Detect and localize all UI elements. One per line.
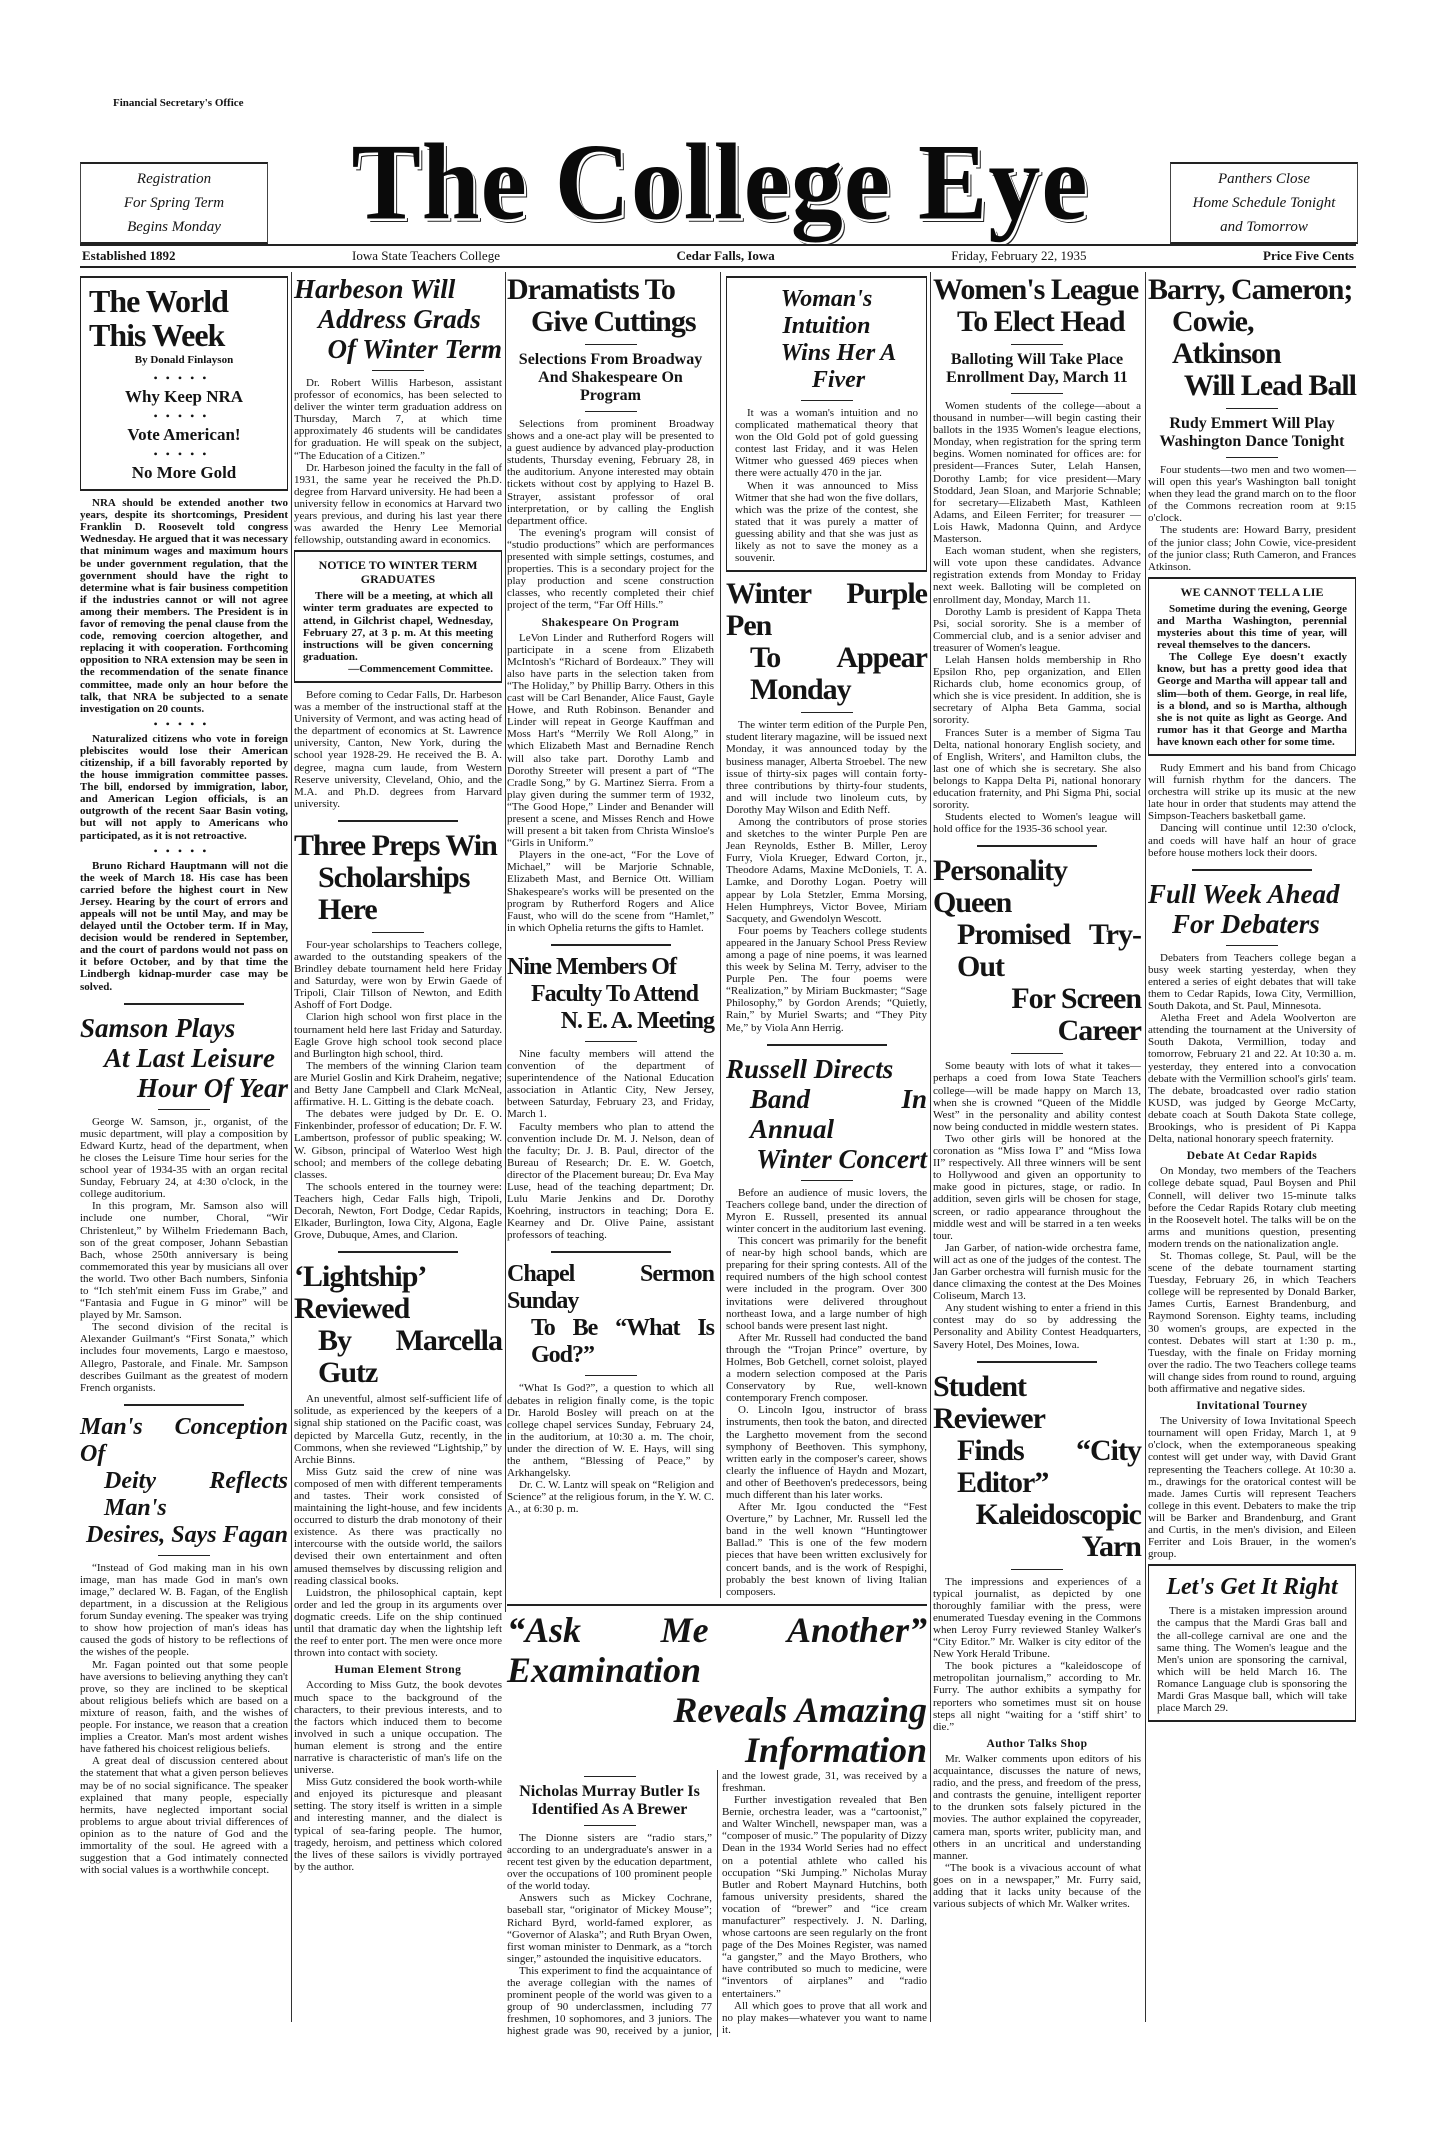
rule	[801, 1180, 853, 1181]
article-separator	[124, 1404, 244, 1406]
school-name: Iowa State Teachers College	[352, 248, 500, 263]
ball-body-cont	[1148, 762, 1356, 859]
paragraph: NRA should be extended another two years, despite its shortcomings, President Franklin D. Roosevelt told congress Wednesday. He argued that it was necessary that minimum wages and maximum hours be under government regulation, that the government should have the right to determine what is fair business competition if the industries cannot or will not agree among their members. The President is in favor of removing the penal clause from the code, removing coercion altogether, and replacing it with cooperation. Forthcoming opposition to NRA extension may be seen in the recommendation of the senate finance committee, made only an hour before the talk, that NRA be subjected to a senate investigation on 20 counts.	[80, 497, 288, 715]
headline-line: Will Lead Ball	[1183, 369, 1356, 402]
paragraph: Sometime during the evening, George and Martha Washington, perennial mysteries about this time of year, will reveal themselves to the dancers.	[1157, 602, 1347, 652]
paragraph: After Mr. Russell had conducted the band through the “Trojan Prince” overture, by Holmes, Bob Getchell, cornet soloist, played a modern selection composed at the Paris Conservatory by Rue, well-known contemporary French composer.	[726, 1331, 927, 1405]
paragraph: Dr. Harbeson joined the faculty in the fall of 1931, the same year he received the Ph.D. degree from Harvard university. He had been a university fellow in economics at Harvard two years previous, and during his last year there was awarded the Henry Lee Memorial fellowship, outstanding award in economics.	[294, 461, 502, 547]
queen-headline	[933, 855, 1141, 1047]
column-1	[80, 272, 288, 1876]
paragraph: Players in the one-act, “For the Love of Michael,” will be Marjorie Schnable, Elizabeth Mast, and Bernice Ott. William Shakespeare's works will be presented on the program by Rutherford Rogers and Alice Faust, who will do the scene from “Hamlet,” in which Ophelia returns the gifts to Hamlet.	[507, 849, 714, 934]
headline-line: Desires, Says Fagan	[85, 1521, 288, 1548]
subhead: Debate At Cedar Rapids	[1186, 1150, 1318, 1163]
paragraph: Four poems by Teachers college students appeared in the January School Press Review among a page of nine poems, it was learned this week by Selina M. Terry, adviser to the Purple Pen. The four poems were “Realization,” by Miriam Buckmaster; “Sage Philosophy,” by Gordon Arends; “Quietly, Rain,” by Muriel Swarts; and “They Pity Me,” by Viola Ann Herrig.	[726, 924, 927, 1034]
paragraph: The winter term edition of the Purple Pen, student literary magazine, will be issued next Monday, it was announced today by the business manager, Alberta Stroebel. The new issue of thirty-six pages will contain forty-three contributions by thirty-four students, and will include two linoleum cuts, by Dorothy May Wilson and Edith Neff.	[726, 719, 927, 816]
column-3-top	[507, 272, 714, 1598]
dateline	[80, 244, 1356, 268]
headline-line: ‘Lightship’ Reviewed	[294, 1260, 427, 1326]
headline-line: Student Reviewer	[933, 1369, 1045, 1435]
article-separator	[977, 1361, 1097, 1363]
paragraph: Dancing will continue until 12:30 o'clock, and coeds will have half an hour of grace before house mothers lock their doors.	[1148, 822, 1356, 859]
paragraph: Miss Gutz said the crew of nine was composed of men with different temperaments and tastes. Their work consisted of maintaining the light-house, and few incidents occurred to disturb the drab monotony of their existence. As there was practically no intercourse with the outside world, the sailors devised their own entertainment and often amused themselves by discussing religion and reading classical books.	[294, 1465, 502, 1587]
purple-pen-headline	[726, 578, 927, 706]
topic: Why Keep NRA	[124, 387, 244, 407]
right-box-headline	[1157, 1574, 1347, 1601]
rule	[1226, 408, 1278, 409]
headline-line: The World	[89, 283, 228, 319]
ask-me-another-article	[507, 1604, 927, 2038]
samson-headline	[80, 1013, 288, 1103]
graduates-notice-box	[294, 550, 502, 683]
headline-line: Let's Get It Right	[1166, 1574, 1338, 1601]
paragraph: Students elected to Women's league will hold office for the 1935-36 school year.	[933, 811, 1141, 836]
intuition-body	[735, 407, 918, 564]
headline-line: Panthers Close	[1217, 171, 1311, 187]
paragraph: There is a mistaken impression around the campus that the Mardi Gras ball and the all-college carnival are one and the same thing. The Women's league and the Men's union are sponsoring the carnival, which will be held March 16. The Romance Language club is sponsoring the Mardi Gras Masque ball, which will take place March 29.	[1157, 1605, 1347, 1715]
paragraph: Two other girls will be honored at the coronation as “Miss Iowa I” and “Miss Iowa II” respectively. All three winners will be sent to Hollywood and given an opportunity to make good in pictures, stage, or radio. In addition, seven girls will be chosen for stage, screen, or radio appearance throughout the middle west and will be starred in a ten weeks tour.	[933, 1132, 1141, 1242]
paragraph: The University of Iowa Invitational Speech tournament will open Friday, March 1, at 9 o'clock, when the extemporaneous speaking contest will get under way, with David Grant representing the Teachers college. At 10:30 a. m., drawings for the oratorical contest will be made. James Curtis will represent Teachers college in this event. Debaters to make the trip will be Barker and Brandenburg, and Grant and Curtis, in the men's division, and Eileen Ferriter and Lois Brauer, in the women's group.	[1148, 1415, 1356, 1561]
headline-line: Address Grads	[318, 304, 481, 334]
paragraph: The debates were judged by Dr. E. O. Finkenbinder, professor of education; Dr. F. W. Lambertson, professor of public speaking; W. W. Gibson, principal of Waterloo West high school; and members of the college debating classes.	[294, 1108, 502, 1181]
headline-line: Home Schedule Tonight	[1192, 195, 1336, 211]
article-separator	[551, 944, 671, 946]
column-rule	[930, 272, 931, 2022]
russell-headline	[726, 1054, 927, 1174]
purple-pen-body	[726, 719, 927, 1033]
headline-line: N. E. A. Meeting	[560, 1007, 714, 1034]
paragraph: The book pictures a “kaleidoscope of metropolitan journalism,” according to Mr. Furry. The author exhibits a sympathy for reporters who sometimes must sit on house steps all night “waiting for a ‘stiff shirt’ to die.”	[933, 1660, 1141, 1733]
notice-signature: —Commencement Committee.	[348, 662, 493, 675]
topic: Vote American!	[127, 425, 241, 445]
paragraph: Faculty members who plan to attend the convention include Dr. M. J. Nelson, dean of the faculty; Dr. J. B. Paul, director of the Bureau of Research; Dr. E. W. Goetch, director of the Placement bureau; Dr. Eva May Luse, head of the teaching department; Dr. Lulu Marie Jenkins and Dr. Dorothy Koehring, instructors in teaching; Dora E. Kearney and Dr. Olive Paine, assistant professors of teaching.	[507, 1120, 714, 1242]
nea-body	[507, 1048, 714, 1242]
paragraph: Lelah Hansen holds membership in Rho Epsilon Rho, pep organization, and Ellen Richards club, home economics group, of which she is vice president. In addition, she is secretary of Alpha Beta Gamma, social sorority.	[933, 653, 1141, 727]
paragraph: Among the contributors of prose stories and sketches to the winter Purple Pen are Jean Reynolds, Esther B. Miller, Leroy Furry, Viola Krueger, Edward Corton, jr., Theodore Adams, Maxine McDoniels, T. A. Lamke, and Dorothy Logan. Poetry will appear by Lola Stetzler, Emma Morsing, Helen Humphreys, Victor Bovee, Miriam Sacquety, and Gwendolyn Wescott.	[726, 815, 927, 925]
world-title	[89, 284, 279, 352]
lets-get-it-right-box	[1148, 1564, 1356, 1722]
headline-line: To Elect Head	[957, 305, 1125, 338]
paragraph: Four students—two men and two women—will open this year's Washington ball tonight when they lead the grand march on to the floor of the Commons recreation room at 9:15 o'clock.	[1148, 464, 1356, 525]
paragraph: Any student wishing to enter a friend in this contest may do so by addressing the Personality and Ability Contest Headquarters, Savery Hotel, Des Moines, Iowa.	[933, 1302, 1141, 1351]
paragraph: “Instead of God making man in his own image, man has made God in man's own image,” declared W. B. Fagan, of the English department, in a discussion at the Religious forum Sunday evening. The speaker was trying to show how projection of man's ideas has caused the gods of history to be reflections of the wishes of the people.	[80, 1561, 288, 1659]
headline-line: Personality Queen	[933, 854, 1067, 920]
headline-line: Man's Conception Of	[80, 1413, 288, 1467]
paragraph: Mr. Walker comments upon editors of his acquaintance, discusses the nature of news, radio, and the press, and freedom of the press, and contrasts the genuine, intelligent reporter to the drunken sots falsely pictured in the movies. The author explained the copyreader, camera man, sports writer, publicity man, and others in an uncritical and understanding manner.	[933, 1752, 1141, 1862]
headline-line: At Last Leisure	[104, 1042, 276, 1073]
paragraph: Each woman student, when she registers, will vote upon these candidates. Advance registration extends from Monday to Friday next week. Balloting will be completed on enrollment day, Monday, March 11.	[933, 545, 1141, 606]
headline-line: Samson Plays	[80, 1012, 236, 1043]
ball-deck: Rudy Emmert Will Play Washington Dance Tonight	[1159, 415, 1345, 450]
paragraph: It was a woman's intuition and no complicated mathematical theory that won the Old Gold pot of gold guessing contest last Friday, and it was Helen Witmer who guessed 469 pieces when there were actually 470 in the jar.	[735, 407, 918, 480]
rule	[1011, 1569, 1063, 1570]
paragraph: The Dionne sisters are “radio stars,” according to an undergraduate's answer in a recent test given by the education department, over the occupations of 100 prominent people of the world today.	[507, 1831, 712, 1893]
queen-body	[933, 1060, 1141, 1350]
column-2	[294, 272, 502, 1873]
rule	[585, 411, 637, 412]
chapel-headline	[507, 1261, 714, 1369]
headline-line: Barry, Cameron;	[1148, 273, 1353, 306]
rule	[158, 1109, 210, 1110]
headline-line: For Debaters	[1172, 908, 1320, 939]
paragraph: “What Is God?”, a question to which all debates in religion finally come, is the topic Dr. Harold Bosley will preach on at the college chapel services Sunday, February 24, in the auditorium, at 10:30 a. m. The choir, under the direction of W. E. Hays, will sing the anthem, “Blessing of Peace,” by Arkhangelsky.	[507, 1382, 714, 1480]
rule	[372, 932, 424, 933]
rule	[585, 1375, 637, 1376]
cannot-tell-a-lie-box	[1148, 577, 1356, 756]
rule	[584, 1776, 636, 1777]
paragraph: In this program, Mr. Samson also will include one number, Choral, “Wir Christenleut,” by Wilhelm Friedemann Bach, son of the great composer, Johann Sebastian Bach, whose 250th anniversary is being commemorated this year by musicians all over the world. Two other Bach numbers, Sinfonia to “Ich steh'mit einem Fuss im Grabe,” and “Fantasia and Fugue in G minor” will be played by Mr. Samson.	[80, 1200, 288, 1322]
paragraph: The second division of the recital is Alexander Guilmant's “First Sonata,” which includes four movements, Largo e maestoso, Allegro, Pastorale, and Finale. Mr. Sampson describes Guilmant as the greatest of modern French organists.	[80, 1321, 288, 1394]
rule	[1011, 344, 1063, 345]
paragraph: On Monday, two members of the Teachers college debate squad, Paul Boysen and Phil Connell, will deliver two 15-minute talks before the Cedar Rapids Rotary club meeting in the Roosevelt hotel. The talks will be on the arms and munitions question, presenting modern trends on the nationalization angle.	[1148, 1165, 1356, 1250]
notice-text: There will be a meeting, at which all winter term graduates are expected to attend, in Gilchrist chapel, Wednesday, February 27, at 3 p. m. At this meeting instructions will be given concerning graduation.	[303, 590, 493, 663]
paragraph: Selections from prominent Broadway shows and a one-act play will be presented to a guest audience by advanced play-production students, Thursday evening, February 28, in the auditorium. Anyone interested may obtain tickets without cost by applying to Hazel B. Strayer, assistant professor of oral interpretation, or by calling the English department office.	[507, 418, 714, 527]
paragraph: Frances Suter is a member of Sigma Tau Delta, national honorary English society, and of English, Writers', and Hamilton clubs, the last one of which she is secretary. She also belongs to Kappa Delta Pi, national honorary education fraternity, and Phi Sigma Phi, social sorority.	[933, 726, 1141, 812]
headline-line: Hour Of Year	[136, 1072, 288, 1103]
rule	[1011, 393, 1063, 394]
paragraph: This concert was primarily for the benefit of near-by high school bands, which are preparing for their spring contests. All of the required numbers of the high school contest were included in the program. Over 300 invitations were delivered throughout northeast Iowa, and a large number of high school bands were present last night.	[726, 1235, 927, 1332]
headline-line: Reveals Amazing Information	[673, 1689, 927, 1770]
headline-line: To Be “What Is God?”	[531, 1315, 714, 1369]
topic: No More Gold	[131, 463, 237, 483]
rule	[158, 1555, 210, 1556]
rule	[584, 1825, 636, 1826]
world-body	[80, 497, 288, 993]
ball-body	[1148, 464, 1356, 573]
headline-line: Dramatists To	[507, 273, 675, 306]
paragraph: The evening's program will consist of “studio productions” which are performances presented with simple settings, costumes, and properties. This is a secondary project for the play production and scene construction classes, who recently completed their chief project of the term, “Far Off Hills.”	[507, 526, 714, 612]
paragraph: When it was announced to Miss Witmer that she had won the five dollars, which was the prize of the contest, she stated that it was purely a matter of guessing ability and that she was just as likely as not to save the money as a souvenir.	[735, 479, 918, 565]
world-this-week-box	[80, 276, 288, 491]
headline-line: Promised Try-Out	[957, 918, 1141, 984]
nea-headline	[507, 954, 714, 1035]
league-deck: Balloting Will Take Place Enrollment Day, March 11	[946, 351, 1128, 386]
paragraph: George W. Samson, jr., organist, of the music department, will play a composition by Edward Kurtz, head of the department, when he closes the Leisure Time hour series for the school year of 1934-35 with an organ recital Sunday, February 24, at 4:30 o'clock, in the college auditorium.	[80, 1115, 288, 1201]
headline-line: Winter Concert	[756, 1143, 927, 1174]
paragraph: The members of the winning Clarion team are Muriel Goslin and Kirk Draheim, negative; and Betty Jane Campbell and Clark McNeal, affirmative. H. L. Gitting is the debate coach.	[294, 1059, 502, 1109]
paragraph: Women students of the college—about a thousand in number—will begin casting their ballots in the 1935 Women's league elections, Monday, when registration for the spring term begins. Women nominated for offices are: for president—Frances Suter, Lelah Hansen, Dorothy Lamb; for vice president—Mary Stoddard, Jean Sloan, and Marjorie Schnable; for secretary—Elizabeth Mast, Kathleen Adams, and Eileen Ferriter; for treasurer — Lois Hawk, Madonna Quinn, and Ardyce Masterson.	[933, 400, 1141, 546]
headline-line: “Ask Me Another” Examination	[507, 1609, 927, 1690]
paragraph: Mr. Fagan pointed out that some people have aversions to believing anything they can't prove, so they are inclined to be skeptical about religious beliefs which are based on a mixture of reason, faith, and the wishes of people. For instance, we reason that a creation implies a Creator. Man's most ardent wishes have fathered his choicest religious beliefs.	[80, 1658, 288, 1756]
headline-line: Full Week Ahead	[1148, 878, 1340, 909]
article-separator	[338, 1251, 458, 1253]
column-rule	[291, 272, 292, 2022]
paragraph: Naturalized citizens who vote in foreign plebiscites would lose their American citizenship, if a bill favorably reported by the house immigration committee passes. The bill, endorsed by immigration, labor, and American Legion officials, is an outgrowth of the recent Saar Basin voting, but will not apply to Americans who participated, as it is not retroactive.	[80, 732, 288, 842]
paragraph: Rudy Emmert and his band from Chicago will furnish rhythm for the dancers. The orchestra will strike up its music at the new late hour in order that students may attend the Simpson-Teachers basketball game.	[1148, 761, 1356, 823]
paragraph: The students are: Howard Barry, president of the junior class; John Cowie, vice-president of the junior class; Ruth Cameron, and Frances Atkinson.	[1148, 524, 1356, 573]
paragraph: Debaters from Teachers college began a busy week starting yesterday, when they entered a series of eight debates that will take them to Cedar Rapids, Iowa City, Vermillion, South Dakota, and St. Paul, Minnesota.	[1148, 951, 1356, 1013]
dot-separator: •••••	[153, 447, 215, 462]
headline-line: Scholarships Here	[318, 860, 470, 926]
paragraph: Four-year scholarships to Teachers college, awarded to the outstanding speakers of the Brindley debate tournament held here Friday and Saturday, were won by Erwin Gaede of Tripoli, Clair Tillson of Newton, and Edith Ashoff of Fort Dodge.	[294, 938, 502, 1012]
rule	[585, 344, 637, 345]
lightship-body	[294, 1393, 502, 1873]
rule	[585, 1041, 637, 1042]
fagan-headline	[80, 1414, 288, 1549]
rule	[1226, 945, 1278, 946]
headline-line: This Week	[89, 317, 225, 353]
debaters-body	[1148, 952, 1356, 1561]
paragraph: The schools entered in the tourney were: Teachers high, Cedar Falls high, Tripoli, Decorah, Newton, Fort Dodge, Cedar Rapids, Elkader, Burlington, Iowa City, Algona, Eagle Grove, Dubuque, Ames, and Clarion.	[294, 1180, 502, 1242]
headline-line: Kaleidoscopic Yarn	[975, 1497, 1141, 1563]
paragraph: A great deal of discussion centered about the statement that what a given person believes may be of no social significance. The speaker explained that many people, especially hermits, have neglected important social problems to argue about trivial differences of opinion as to the nature of God and the immortality of the soul. He agreed with a suggestion that a God intimately connected with social values is a worthwhile concept.	[80, 1755, 288, 1877]
subhead: Author Talks Shop	[986, 1737, 1088, 1750]
fagan-body	[80, 1562, 288, 1876]
issue-date: Friday, February 22, 1935	[951, 248, 1087, 263]
paragraph: Before coming to Cedar Falls, Dr. Harbeson was a member of the instructional staff at the University of Vermont, and was acting head of the department of economics at St. Lawrence university, Canton, New York, during the school year 1928-29. He received the B. A. degree, magna cum laude, from Western Reserve university, Cleveland, Ohio, and the M.A. and Ph.D. degrees from Harvard university.	[294, 688, 502, 810]
article-separator	[1192, 869, 1312, 871]
dot-separator: •••••	[153, 371, 215, 386]
paragraph: Dr. C. W. Lantz will speak on “Religion and Science” at the religious forum, in the Y. W. C. A., at 6:30 p. m.	[507, 1479, 714, 1516]
ball-headline	[1148, 274, 1356, 402]
box-body	[1157, 603, 1347, 748]
intuition-box	[726, 276, 927, 572]
paragraph: Dr. Robert Willis Harbeson, assistant professor of economics, has been selected to deliver the winter term graduation address on Thursday, March 7, at which time approximately 46 students will be candidates for graduation. He will speak on the subject, “The Education of a Citizen.”	[294, 377, 502, 462]
headline-line: Chapel Sermon Sunday	[507, 1261, 714, 1315]
headline-line: and Tomorrow	[1220, 219, 1308, 235]
headline-line: For Spring Term	[123, 195, 225, 211]
paragraph: An uneventful, almost self-sufficient life of solitude, as experienced by the keepers of a signal ship stationed on the Pacific coast, was depicted by Marcella Gutz, recently, in the Commons, when she reviewed “Lightship,” by Archie Binns.	[294, 1393, 502, 1466]
headline-line: Wins Her A Fiver	[780, 340, 897, 393]
paragraph: Answers such as Mickey Cochrane, baseball star, “originator of Mickey Mouse”; Richard Byrd, world-famed explorer, as “Governor of Alaska”; and Ruth Bryan Owen, first woman minister to Denmark, as a “torch singer,” astounded the inquisitive educators.	[507, 1892, 712, 1965]
ask-me-another-body-columns	[507, 1770, 927, 2038]
dramatists-deck: Selections From Broadway And Shakespeare On Program	[518, 351, 703, 404]
league-headline	[933, 274, 1141, 338]
article-separator	[977, 845, 1097, 847]
paragraph: Aletha Freet and Adela Woolverton are attending the tournament at the University of South Dakota, Vermillion, today and tomorrow, February 21 and 22. At 10:30 a. m. yesterday, they entered into a convocation debate with the Vermillion school's girls' team. The debate, broadcasted over radio station KUSD, was judged by George McCarty, debate coach at South Dakota State college, Brookings, who is president of Pi Kappa Delta, national honorary speech fraternity.	[1148, 1012, 1356, 1146]
debaters-headline	[1148, 879, 1356, 939]
russell-body	[726, 1187, 927, 1598]
left-ear-box	[80, 162, 268, 244]
reviewer-headline	[933, 1371, 1141, 1563]
chapel-body	[507, 1382, 714, 1515]
preps-headline	[294, 830, 502, 926]
headline-line: Registration	[136, 171, 212, 187]
headline-line: Cowie, Atkinson	[1172, 305, 1281, 370]
paragraph: Dorothy Lamb is president of Kappa Theta Psi, social sorority. She is a member of Commercial club, and is a senior adviser and treasurer of Women's league.	[933, 605, 1141, 654]
harbeson-body-cont	[294, 689, 502, 810]
harbeson-headline	[294, 274, 502, 364]
right-ear-box	[1170, 162, 1358, 244]
ask-me-another-deck: Nicholas Murray Butler Is Identified As A Brewer	[519, 1782, 700, 1818]
harbeson-body	[294, 377, 502, 546]
dramatists-body	[507, 418, 714, 934]
samson-body	[80, 1116, 288, 1394]
paragraph: Some beauty with lots of what it takes—perhaps a coed from Iowa State Teachers college—will be made happy on March 13, when she is crowned “Queen of the Middle West” in the personality and ability contest now being conducted in middle western states.	[933, 1060, 1141, 1133]
paragraph: “The book is a vivacious account of what goes on in a newspaper,” Mr. Furry said, adding that it lacks unity because of the various subjects of which Mr. Walker writes.	[933, 1861, 1141, 1911]
subhead: Shakespeare On Program	[541, 616, 680, 629]
byline: By Donald Finlayson	[134, 354, 234, 366]
paragraph: LeVon Linder and Rutherford Rogers will participate in a scene from Elizabeth McIntosh's “Richard of Bordeaux.” They will also have parts in the selection taken from “The Holiday,” by Phillip Barry. Others in this cast will be Carl Benander, Alice Faust, Gayle Howe, and Ruth Robinson. Benander and Linder will repeat in George Kauffman and Moss Hart's “Merrily We Roll Along,” in which Elizabeth Mast and Bernadine Rench will also take part. Dorothy Lamb and Dorothy Streeter will present a part of “The Cradle Song,” by G. Martinez Sierra. From a play given during the summer term of 1932, “The Good Hope,” Linder and Benander will present a scene, and Misses Rench and Howe will present a bit taken from Christa Winsloe's “Girls in Uniform.”	[507, 631, 714, 850]
article-separator	[338, 820, 458, 822]
established: Established 1892	[82, 248, 176, 263]
ask-me-another-headline	[507, 1610, 927, 1770]
right-box-body	[1157, 1605, 1347, 1714]
column-rule	[1145, 272, 1146, 2022]
paragraph: Luidstron, the philosophical captain, kept order and led the group in its arguments over dogmatic creeds. Life on the ship continued until that dramatic day when the lightship left the reef to enter port. The men were once more thrown into contact with society.	[294, 1586, 502, 1660]
dot-separator: •••••	[153, 716, 215, 731]
headline-line: Nine Members Of	[507, 953, 676, 980]
office-stamp: Financial Secretary's Office	[113, 97, 244, 109]
dot-separator: •••••	[153, 843, 215, 858]
paragraph: According to Miss Gutz, the book devotes much space to the background of the characters, to their previous interests, and to the factors which induced them to become involved in such a unique occupation. The human element is strong and the entire narrative is characteristic of man's life on the universe.	[294, 1679, 502, 1777]
subhead: Human Element Strong	[334, 1664, 462, 1677]
paragraph: Clarion high school won first place in the tournament held here last Friday and Saturday. Eagle Grove high school took second place and Burlington high school, third.	[294, 1011, 502, 1060]
notice-title: NOTICE TO WINTER TERM GRADUATES	[318, 558, 478, 587]
rule	[372, 370, 424, 371]
headline-line: For Screen Career	[1011, 982, 1141, 1048]
column-6	[1148, 272, 1356, 1728]
headline-line: Three Preps Win	[294, 828, 497, 862]
paragraph: Nine faculty members will attend the convention of the department of superintendence of the National Education association in Atlantic City, New Jersey, between Saturday, February 23, and Friday, March 1.	[507, 1047, 714, 1121]
masthead-title: The College Eye	[351, 122, 1089, 243]
rule	[1226, 457, 1278, 458]
column-5	[933, 272, 1141, 1910]
intuition-headline	[735, 286, 918, 394]
paragraph: All which goes to prove that all work and no play makes—whatever you want to name it.	[722, 1999, 927, 2036]
headline-line: Give Cuttings	[531, 305, 696, 338]
headline-line: Faculty To Attend	[531, 980, 699, 1007]
headline-line: By Marcella Gutz	[318, 1324, 502, 1390]
league-body	[933, 400, 1141, 835]
paragraph: Miss Gutz considered the book worth-while and enjoyed its picturesque and pleasant setting. The story itself is written in a simple and interesting manner, and the dialect is typical of sea-faring people. The humor, tragedy, heroism, and pettiness which colored the lives of these sailors is vividly portrayed by the author.	[294, 1776, 502, 1873]
column-4-top	[720, 272, 927, 1598]
paragraph: St. Thomas college, St. Paul, will be the scene of the debate tournament starting Tuesday, February 26, in which Teachers college will be represented by Donald Barker, James Curtis, Earnest Brandenburg, and Raymond Sorenson. Eighty teams, including 30 women's groups, are expected in the contest. Debates will start at 1:30 p. m., Tuesday, with the finale on Friday morning over the radio. The two Teachers college teams will change sides from round to round, arguing both affirmative and negative sides.	[1148, 1249, 1356, 1395]
headline-line: Women's League	[933, 273, 1139, 306]
headline-line: Harbeson Will	[294, 274, 456, 304]
dot-separator: •••••	[153, 409, 215, 424]
rule	[801, 712, 853, 713]
lightship-headline	[294, 1261, 502, 1389]
paragraph: The impressions and experiences of a typical journalist, as depicted by one thoroughly familiar with the press, were enumerated Tuesday evening in the Commons when Leroy Furry reviewed Stanley Walker's “City Editor.” Mr. Walker is city editor of the New York Herald Tribune.	[933, 1575, 1141, 1661]
subhead: Invitational Tourney	[1196, 1400, 1308, 1413]
headline-line: Band In Annual	[750, 1083, 927, 1144]
box-title: WE CANNOT TELL A LIE	[1180, 584, 1324, 599]
paragraph: Further investigation revealed that Ben Bernie, orchestra leader, was a “cartoonist,” and Walter Winchell, newspaper man, was a “composer of music.” The popularity of Dizzy Dean in the 1934 World Series had no effect on a potential athlete who called his occupation “Ski Jumping.” Nicholas Muray Butler and Robert Maynard Hutchins, both famous university presidents, shared the vocation of “brewer” and “ice cream manufacturer” respectively. J. N. Darling, whose cartoons are seen regularly on the front page of the Des Moines Register, was named “a gangster,” and the Mayo Brothers, who have contributed so much to medicine, were “inventors of airplanes” and “radio entertainers.”	[722, 1794, 927, 2000]
headline-line: To Appear Monday	[750, 641, 927, 707]
headline-line: Deity Reflects Man's	[104, 1467, 288, 1521]
headline-line: Russell Directs	[726, 1053, 894, 1084]
rule	[1011, 1053, 1063, 1054]
headline-line: Begins Monday	[127, 219, 221, 235]
columns-3-4	[507, 272, 927, 2037]
paragraph: O. Lincoln Igou, instructor of brass instruments, then took the baton, and directed the Larghetto movement from the second symphony of Beethoven. This symphony, written early in the composer's career, shows clearly the influence of Haydn and Mozart, and other of Beethoven's predecessors, being much different than his later works.	[726, 1404, 928, 1501]
paragraph: Bruno Richard Hauptmann will not die the week of March 18. His case has been carried before the highest court in New Jersey. Hearing by the court of errors and appeals will not be until May, and may be delayed until the October term. If in May, decision would be rendered in September, and the court of pardons would not pass on it before October, and by that time the Lindbergh kidnap-murder case may be solved.	[80, 859, 288, 993]
paragraph: Jan Garber, of nation-wide orchestra fame, will act as one of the judges of the contest. The Jan Garber orchestra will furnish music for the dance climaxing the contest at the Des Moines Coliseum, March 13.	[933, 1241, 1141, 1303]
article-separator	[124, 1003, 244, 1005]
column-rule	[505, 272, 506, 1612]
price: Price Five Cents	[1263, 248, 1354, 263]
preps-body	[294, 939, 502, 1241]
paragraph: The College Eye doesn't exactly know, but has a pretty good idea that George and Martha will appear tall and slim—both of them. George, in real life, is a blond, and so is Martha, although she is not quite as light as George. And rumor has it that George and Martha have known each other for some time.	[1157, 651, 1347, 748]
paragraph: This experiment to find the acquaintance of the average collegian with the names of prominent people of the world was given to a group of 90 underclassmen, including 77 freshmen, 10 sophomores, and 3 juniors. The highest grade was 90, received by a junior, and the lowest grade, 31, was received by a freshman.	[507, 1769, 927, 2038]
paragraph: Before an audience of music lovers, the Teachers college band, under the direction of Myron E. Russell, presented its annual winter concert in the auditorium last evening.	[726, 1186, 927, 1235]
article-separator	[767, 1044, 887, 1046]
headline-line: Finds “City Editor”	[957, 1433, 1141, 1499]
headline-line: Winter Purple Pen	[726, 577, 927, 643]
rule	[801, 400, 853, 401]
headline-line: Woman's Intuition	[780, 286, 873, 339]
article-separator	[551, 1251, 671, 1253]
place: Cedar Falls, Iowa	[676, 248, 775, 263]
dramatists-headline	[507, 274, 714, 338]
reviewer-body	[933, 1576, 1141, 1911]
headline-line: Of Winter Term	[327, 334, 502, 364]
paragraph: After Mr. Igou conducted the “Fest Overture,” by Lachner, Mr. Russell led the band in the well known “Huntingtower Ballad.” This is one of the few modern pieces that have been written exclusively for concert bands, and is the work of Respighi, probably the best known of living Italian composers.	[726, 1501, 927, 1598]
